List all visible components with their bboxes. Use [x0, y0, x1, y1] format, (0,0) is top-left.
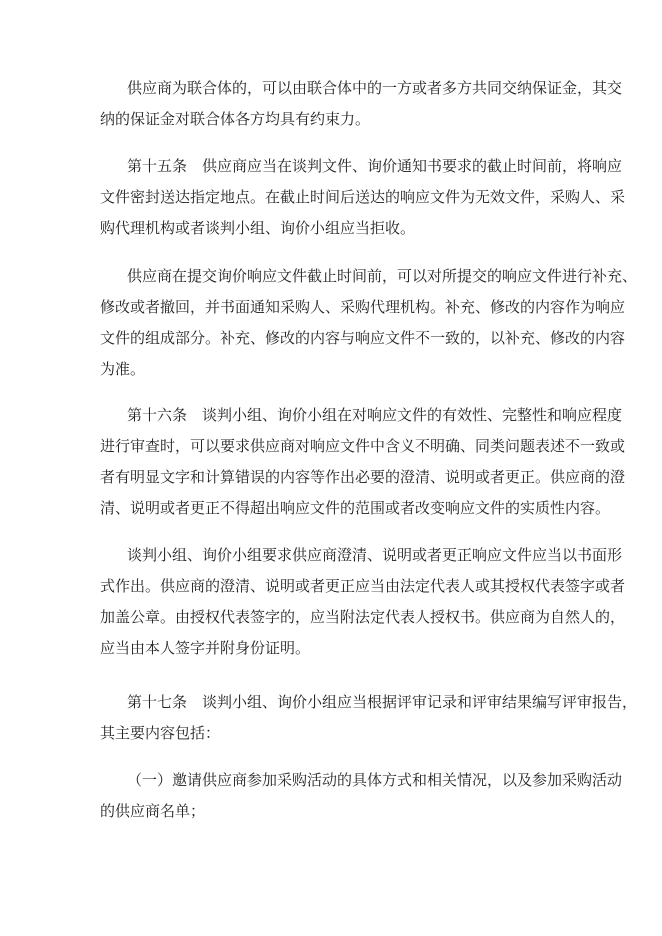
- text-line: 供应商在提交询价响应文件截止时间前，可以对所提交的响应文件进行补充、: [127, 267, 638, 285]
- text-line: 加盖公章。由授权代表签字的，应当附法定代表人授权书。供应商为自然人的，: [100, 608, 626, 626]
- text-line: 供应商为联合体的，可以由联合体中的一方或者多方共同交纳保证金，其交: [127, 79, 623, 97]
- text-line: 应当由本人签字并附身份证明。: [100, 639, 311, 657]
- text-line: 修改或者撤回，并书面通知采购人、采购代理机构。补充、修改的内容作为响应: [100, 298, 626, 316]
- text-line: 第十六条 谈判小组、询价小组在对响应文件的有效性、完整性和响应程度: [127, 406, 623, 424]
- text-line: 的供应商名单；: [100, 802, 206, 820]
- text-line: 第十七条 谈判小组、询价小组应当根据评审记录和评审结果编写评审报告，: [127, 693, 638, 711]
- text-line: 第十五条 供应商应当在谈判文件、询价通知书要求的截止时间前，将响应: [127, 157, 623, 175]
- text-line: 文件密封送达指定地点。在截止时间后送达的响应文件为无效文件，采购人、采: [100, 188, 626, 206]
- text-line: 清、说明或者更正不得超出响应文件的范围或者改变响应文件的实质性内容。: [100, 499, 611, 517]
- text-line: 文件的组成部分。补充、修改的内容与响应文件不一致的，以补充、修改的内容: [100, 329, 626, 347]
- text-line: （一）邀请供应商参加采购活动的具体方式和相关情况，以及参加采购活动: [127, 771, 623, 789]
- text-line: 者有明显文字和计算错误的内容等作出必要的澄清、说明或者更正。供应商的澄: [100, 468, 626, 486]
- text-line: 纳的保证金对联合体各方均具有约束力。: [100, 110, 371, 128]
- text-line: 式作出。供应商的澄清、说明或者更正应当由法定代表人或其授权代表签字或者: [100, 577, 626, 595]
- text-line: 购代理机构或者谈判小组、询价小组应当拒收。: [100, 219, 416, 237]
- text-line: 为准。: [100, 360, 146, 378]
- text-line: 谈判小组、询价小组要求供应商澄清、说明或者更正响应文件应当以书面形: [127, 546, 623, 564]
- text-line: 进行审查时，可以要求供应商对响应文件中含义不明确、同类问题表述不一致或: [100, 437, 626, 455]
- text-line: 其主要内容包括：: [100, 724, 221, 742]
